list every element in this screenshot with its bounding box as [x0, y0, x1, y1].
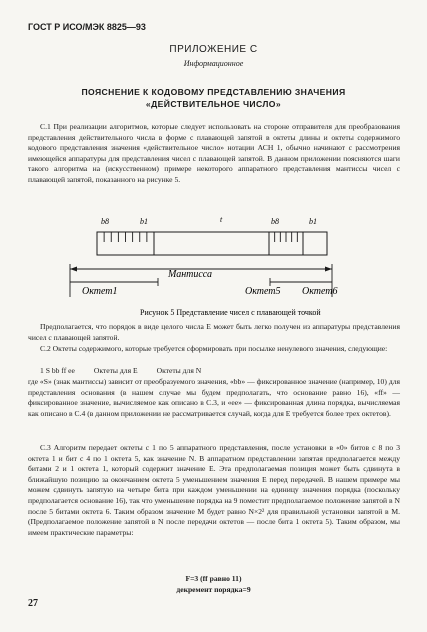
parameter-f: F=3 (ff равно 11) — [185, 574, 242, 583]
figure-caption: Рисунок 5 Представление чисел с плавающей точкой — [140, 308, 321, 317]
mantissa-arrow-left — [70, 267, 77, 272]
octets-row: 1 S bb ff ee Октеты для E Октеты для N — [40, 366, 202, 375]
paragraph-c3: С.3 Алгоритм передает октеты с 1 по 5 аппаратного представления, после установки в «0» битов с 8 по 3 октета 1 и бит с 4 по 1 октета 5, как значение N. В аппаратном представлении запятая предполагается между битами 2 и 1 октета 1, который содержит значение E. Эта предполагаемая позиция может быть сдвинута в ближайшую позицию за окончанием октета 5 уменьшением значения E перед передачей. В нашем примере мы можем сдвинуть запятую на четыре бита при каждом уменьшении на единицу значения порядка (поскольку предполагается основание 16), так что уменьшение порядка на 9 поместит предполагаемое положение запятой в N после 5 битами октета 6. Таким образом значение M будет равно N×2² для правильной установки запятой в M. (Предполагаемое положение запятой в N после передачи октетов — после бита 1 октета 5). Таким образом, мы имеем практические параметры: — [28, 443, 400, 537]
label-b8: b8 — [101, 217, 109, 226]
mantissa-figure — [0, 212, 427, 320]
octet6-label: Октет6 — [302, 286, 338, 297]
octet1-label: Октет1 — [82, 286, 118, 297]
section-title-line1: ПОЯСНЕНИЕ К КОДОВОМУ ПРЕДСТАВЛЕНИЮ ЗНАЧЕНИЯ — [81, 87, 346, 97]
label-b1: b1 — [140, 217, 148, 226]
mantissa-arrow-right — [325, 267, 332, 272]
appendix-title: ПРИЛОЖЕНИЕ С — [169, 44, 258, 55]
paragraph-assumption: Предполагается, что порядок в виде целого числа E может быть легко получен из аппаратуры представления чисел с плавающей запятой. — [28, 322, 400, 342]
appendix-subtitle: Информационное — [183, 59, 244, 68]
standard-header: ГОСТ Р ИСО/МЭК 8825—93 — [28, 22, 146, 32]
paragraph-c1: С.1 При реализации алгоритмов, которые следует использовать на стороне отправителя для преобразования представления действительного числа в форме с плавающей запятой в октеты длины и октеты содержимого кодового представления значения «действительное число» нотации АСН 1, обычно начинают с рассмотрения имеющейся аппаратуры для представления чисел с плавающей запятой. В данном приложении поясняются шаги такого алгоритма на (искусственном) примере некоторого аппаратного представления мантиссы чисел с плавающей запятой, показанного на рисунке 5. — [28, 122, 400, 184]
paragraph-c2-body: где «S» (знак мантиссы) зависит от преобразуемого значения, «bb» — фиксированное значение (например, 10) для представления основания (в нашем случае мы будем предполагать, что основание равно 16), «ff» — фиксированное значение, вычисляемое как описано в С.3, и «ee» — фиксированная длина порядка, вычисляемая как описано в С.4 (в данном приложении не рассматривается случай, когда для E требуется более трех октетов). — [28, 377, 400, 418]
octet5-label: Октет5 — [245, 286, 281, 297]
mantissa-label: Мантисса — [168, 269, 212, 280]
parameter-decrement: декремент порядка=9 — [176, 585, 251, 594]
register-box — [97, 232, 327, 255]
page-number: 27 — [28, 598, 38, 609]
paragraph-c2-intro: С.2 Октеты содержимого, которые требуется сформировать при посылке ненулевого значения, следующие: — [40, 344, 388, 353]
bit-ticks-octet5 — [275, 232, 298, 242]
label-b8-right: b8 — [271, 217, 279, 226]
label-t: t — [220, 215, 223, 224]
section-title-line2: «ДЕЙСТВИТЕЛЬНОЕ ЧИСЛО» — [145, 99, 282, 109]
bit-ticks-octet1 — [104, 232, 147, 242]
label-b1-right: b1 — [309, 217, 317, 226]
